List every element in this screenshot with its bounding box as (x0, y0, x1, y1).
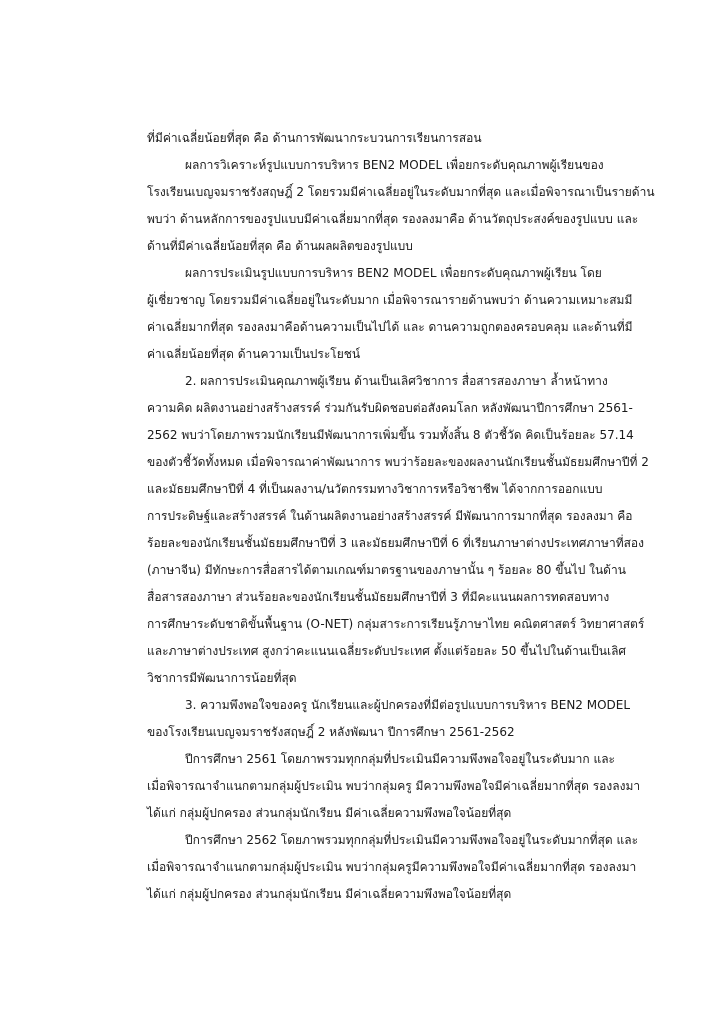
p3-line-3: ค่าเฉลี่ยมากที่สุด รองลงมาคือด้านความเป็นไปได้ และ ดานความถูกตองครอบคลุม และด้านที่มี (147, 320, 633, 334)
p5-line-2: ของโรงเรียนเบญจมราชรังสฤษฎิ์ 2 หลังพัฒนา ปีการศึกษา 2561-2562 (147, 725, 515, 739)
p4-line-1: 2. ผลการประเมินคุณภาพผู้เรียน ด้านเป็นเลิศวิชาการ สื่อสารสองภาษา ล้ำหน้าทาง (185, 374, 608, 388)
p2-line-2: โรงเรียนเบญจมราชรังสฤษฎิ์ 2 โดยรวมมีค่าเฉลี่ยอยู่ในระดับมากที่สุด และเมื่อพิจารณาเป็นรายด้าน (147, 185, 655, 199)
p1-line-1: ที่มีค่าเฉลี่ยน้อยที่สุด คือ ด้านการพัฒนากระบวนการเรียนการสอน (147, 131, 482, 145)
p4-line-12: วิชาการมีพัฒนาการน้อยที่สุด (147, 671, 297, 685)
p4-line-3: 2562 พบว่าโดยภาพรวมนักเรียนมีพัฒนาการเพิ่มขึ้น รวมทั้งสิ้น 8 ตัวชี้วัด คิดเป็นร้อยละ 57.14 (147, 428, 634, 442)
p4-line-5: และมัธยมศึกษาปีที่ 4 ที่เป็นผลงาน/นวัตกรรมทางวิชาการหรือวิชาชีพ ได้จากการออกแบบ (147, 482, 603, 496)
p4-line-2: ความคิด ผลิตงานอย่างสร้างสรรค์ ร่วมกันรับผิดชอบต่อสังคมโลก หลังพัฒนาปีการศึกษา 2561- (147, 401, 633, 415)
p5-line-1: 3. ความพึงพอใจของครู นักเรียนและผู้ปกครองที่มีต่อรูปแบบการบริหาร BEN2 MODEL (185, 698, 631, 712)
p4-line-8: (ภาษาจีน) มีทักษะการสื่อสารได้ตามเกณฑ์มาตรฐานของภาษานั้น ๆ ร้อยละ 80 ขึ้นไป ในด้าน (147, 563, 626, 577)
p4-line-7: ร้อยละของนักเรียนชั้นมัธยมศึกษาปีที่ 3 และมัธยมศึกษาปีที่ 6 ที่เรียนภาษาต่างประเทศภาษาที่สอง (147, 536, 644, 550)
p3-line-4: ค่าเฉลี่ยน้อยที่สุด ด้านความเป็นประโยชน์ (147, 347, 361, 361)
p4-line-10: การศึกษาระดับชาติขั้นพื้นฐาน (O-NET) กลุ่มสาระการเรียนรู้ภาษาไทย คณิตศาสตร์ วิทยาศาสตร์ (147, 617, 645, 631)
p2-line-1: ผลการวิเคราะห์รูปแบบการบริหาร BEN2 MODEL เพื่อยกระดับคุณภาพผู้เรียนของ (185, 158, 604, 172)
p6-line-2: เมื่อพิจารณาจำแนกตามกลุ่มผู้ประเมิน พบว่ากลุ่มครู มีความพึงพอใจมีค่าเฉลี่ยมากที่สุด รองลงมา (147, 779, 641, 793)
p4-line-6: การประดิษฐ์และสร้างสรรค์ ในด้านผลิตงานอย่างสร้างสรรค์ มีพัฒนาการมากที่สุด รองลงมา คือ (147, 509, 633, 523)
p3-line-1: ผลการประเมินรูปแบบการบริหาร BEN2 MODEL เพื่อยกระดับคุณภาพผู้เรียน โดย (185, 266, 602, 280)
p4-line-4: ของตัวชี้วัดทั้งหมด เมื่อพิจารณาค่าพัฒนาการ พบว่าร้อยละของผลงานนักเรียนชั้นมัธยมศึกษาปีที่ 2 (147, 455, 649, 469)
p6-line-3: ได้แก่ กลุ่มผู้ปกครอง ส่วนกลุ่มนักเรียน มีค่าเฉลี่ยความพึงพอใจน้อยที่สุด (147, 806, 512, 820)
p7-line-1: ปีการศึกษา 2562 โดยภาพรวมทุกกลุ่มที่ประเมินมีความพึงพอใจอยู่ในระดับมากที่สุด และ (185, 833, 639, 847)
p4-line-9: สื่อสารสองภาษา ส่วนร้อยละของนักเรียนชั้นมัธยมศึกษาปีที่ 3 ที่มีคะแนนผลการทดสอบทาง (147, 590, 610, 604)
p6-line-1: ปีการศึกษา 2561 โดยภาพรวมทุกกลุ่มที่ประเมินมีความพึงพอใจอยู่ในระดับมาก และ (185, 752, 615, 766)
p7-line-3: ได้แก่ กลุ่มผู้ปกครอง ส่วนกลุ่มนักเรียน มีค่าเฉลี่ยความพึงพอใจน้อยที่สุด (147, 887, 512, 901)
p2-line-3: พบว่า ด้านหลักการของรูปแบบมีค่าเฉลี่ยมากที่สุด รองลงมาคือ ด้านวัตถุประสงค์ของรูปแบบ และ (147, 212, 639, 226)
p3-line-2: ผู้เชี่ยวชาญ โดยรวมมีค่าเฉลี่ยอยู่ในระดับมาก เมื่อพิจารณารายด้านพบว่า ด้านความเหมาะสมมี (147, 293, 633, 307)
p7-line-2: เมื่อพิจารณาจำแนกตามกลุ่มผู้ประเมิน พบว่ากลุ่มครูมีความพึงพอใจมีค่าเฉลี่ยมากที่สุด รองลงมา (147, 860, 637, 874)
p4-line-11: และภาษาต่างประเทศ สูงกว่าคะแนนเฉลี่ยระดับประเทศ ตั้งแต่ร้อยละ 50 ขึ้นไปในด้านเป็นเลิศ (147, 644, 627, 658)
p2-line-4: ด้านที่มีค่าเฉลี่ยน้อยที่สุด คือ ด้านผลผลิตของรูปแบบ (147, 239, 413, 253)
